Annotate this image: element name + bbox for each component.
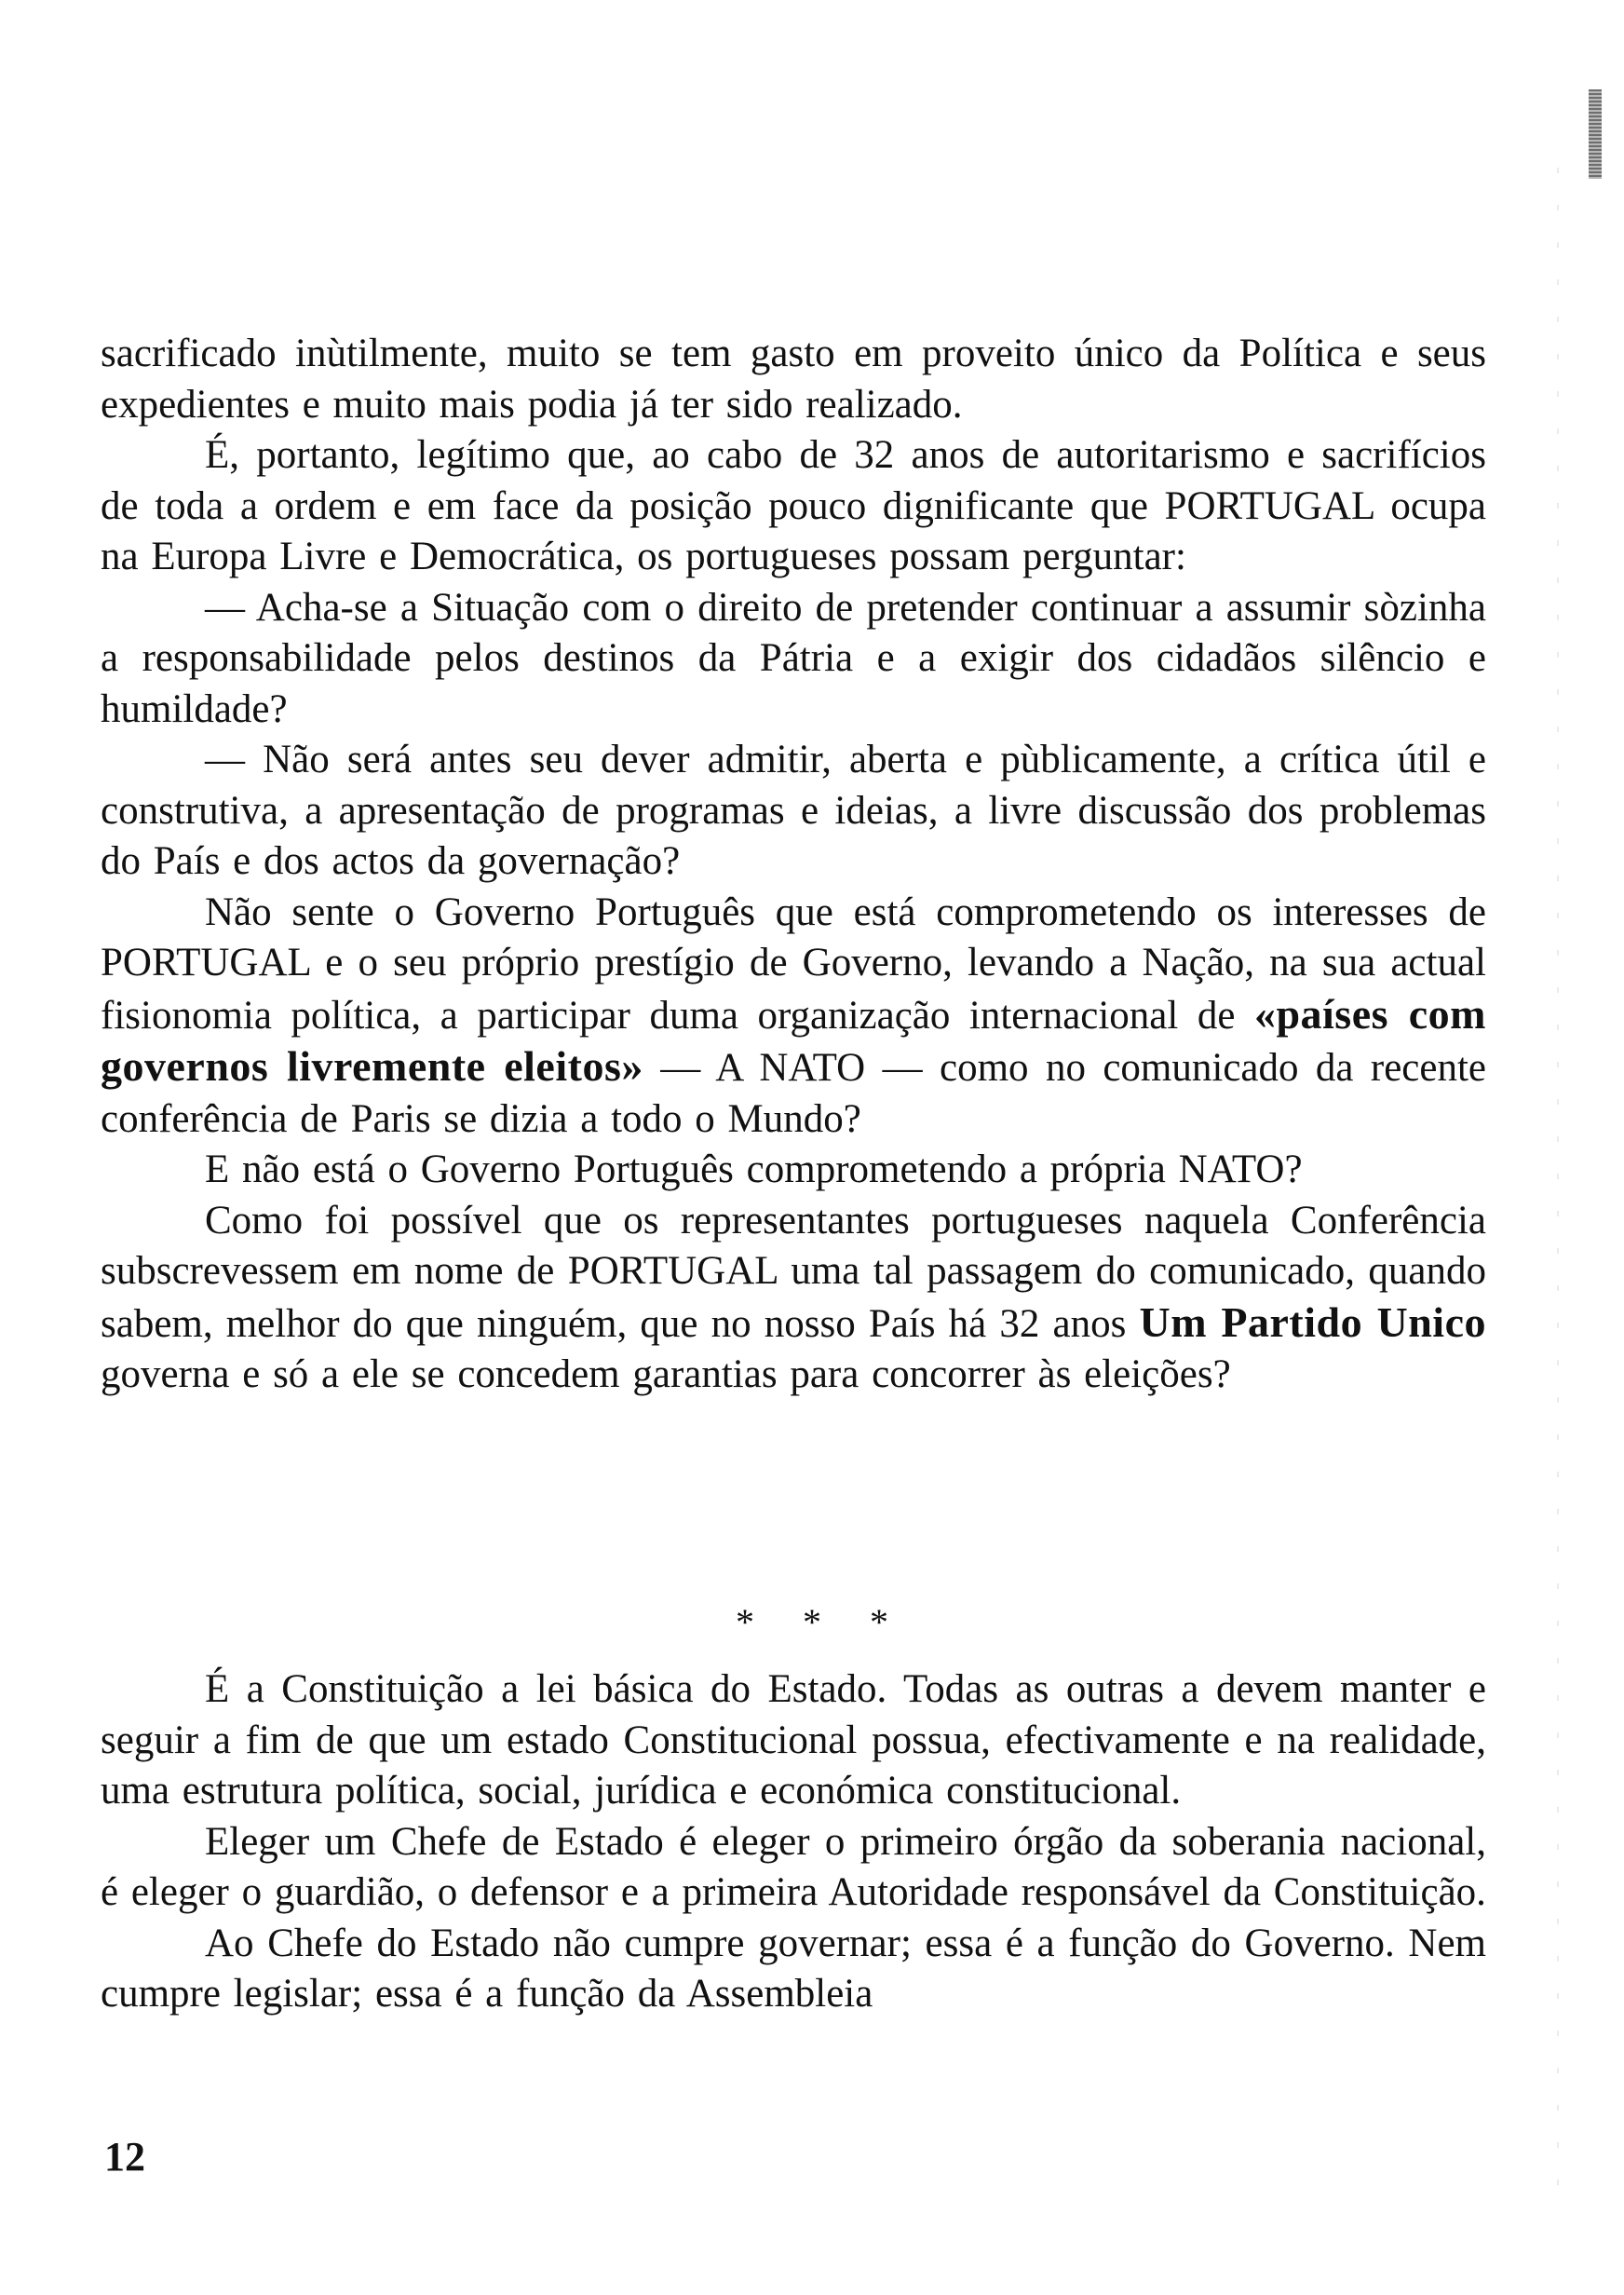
- paragraph-2: É, portanto, legítimo que, ao cabo de 32 anos de autoritarismo e sacrifícios de toda a ordem e em face da posição pouco dignificante que PORTUGAL ocupa na Europa Livre e Democrática, os portugueses possam perguntar:: [101, 433, 1486, 578]
- paragraph-8: É a Constituição a lei básica do Estado. Todas as outras a devem manter e seguir a fim de que um estado Constitucional possua, efectivamente e na realidade, uma estrutura política, social, jurídica e económica constitucional.: [101, 1667, 1486, 1813]
- asterisk-3: *: [870, 1601, 888, 1643]
- paragraph-7-text-b: governa e só a ele se concedem garantias para concorrer às eleições?: [101, 1352, 1231, 1396]
- asterisk-2: *: [803, 1601, 821, 1643]
- paragraph-7: [101, 1196, 1486, 1401]
- section-separator: [0, 1600, 1624, 1644]
- paragraph-3-question: — Acha-se a Situação com o direito de pretender continuar a assumir sòzinha a responsabilidade pelos destinos da Pátria e a exigir dos cidadãos silêncio e humildade?: [101, 585, 1486, 731]
- scan-artifact: [1589, 89, 1602, 179]
- page-number: 12: [104, 2134, 145, 2180]
- paragraph-5-text-a: Não sente o Governo Português que está comprometendo os interesses de PORTUGAL e o seu próprio prestígio de Governo, levando a Nação, na sua actual fisionomia política, a participar duma organização internacional de: [101, 889, 1486, 1038]
- paragraph-5-text-b: — A NATO — como no comunicado da recente conferência de Paris se dizia a todo o Mundo?: [101, 1046, 1486, 1141]
- paragraph-6: E não está o Governo Português comprometendo a própria NATO?: [205, 1148, 1303, 1191]
- paragraph-10: Ao Chefe do Estado não cumpre governar; essa é a função do Governo. Nem cumpre legislar; essa é a função da Assembleia: [101, 1921, 1486, 2016]
- asterisk-1: *: [736, 1601, 754, 1643]
- body-text-bottom: [101, 1664, 1486, 2020]
- paragraph-7-text-a: Como foi possível que os representantes portugueses naquela Conferência subscrevessem em nome de PORTUGAL uma tal passagem do comunicado, quando sabem, melhor do que ninguém, que no nosso País há 32 anos: [101, 1198, 1486, 1346]
- paragraph-1: sacrificado inùtilmente, muito se tem gasto em proveito único da Política e seus expedientes e muito mais podia já ter sido realizado.: [101, 332, 1486, 427]
- paragraph-4-question: — Não será antes seu dever admitir, aberta e pùblicamente, a crítica útil e construtiva, a apresentação de programas e ideias, a livre discussão dos problemas do País e dos actos da governação?: [101, 738, 1486, 883]
- paragraph-9: Eleger um Chefe de Estado é eleger o primeiro órgão da soberania nacional, é eleger o guardião, o defensor e a primeira Autoridade responsável da Constituição.: [101, 1819, 1486, 1914]
- paragraph-7-bold-phrase: Um Partido Unico: [1139, 1297, 1486, 1346]
- body-text-top: [101, 329, 1486, 1401]
- paragraph-5: [101, 888, 1486, 1146]
- scan-artifact-line: [1557, 168, 1559, 2217]
- paragraph-5-bold-phrase: «países com governos livremente eleitos»: [101, 989, 1487, 1090]
